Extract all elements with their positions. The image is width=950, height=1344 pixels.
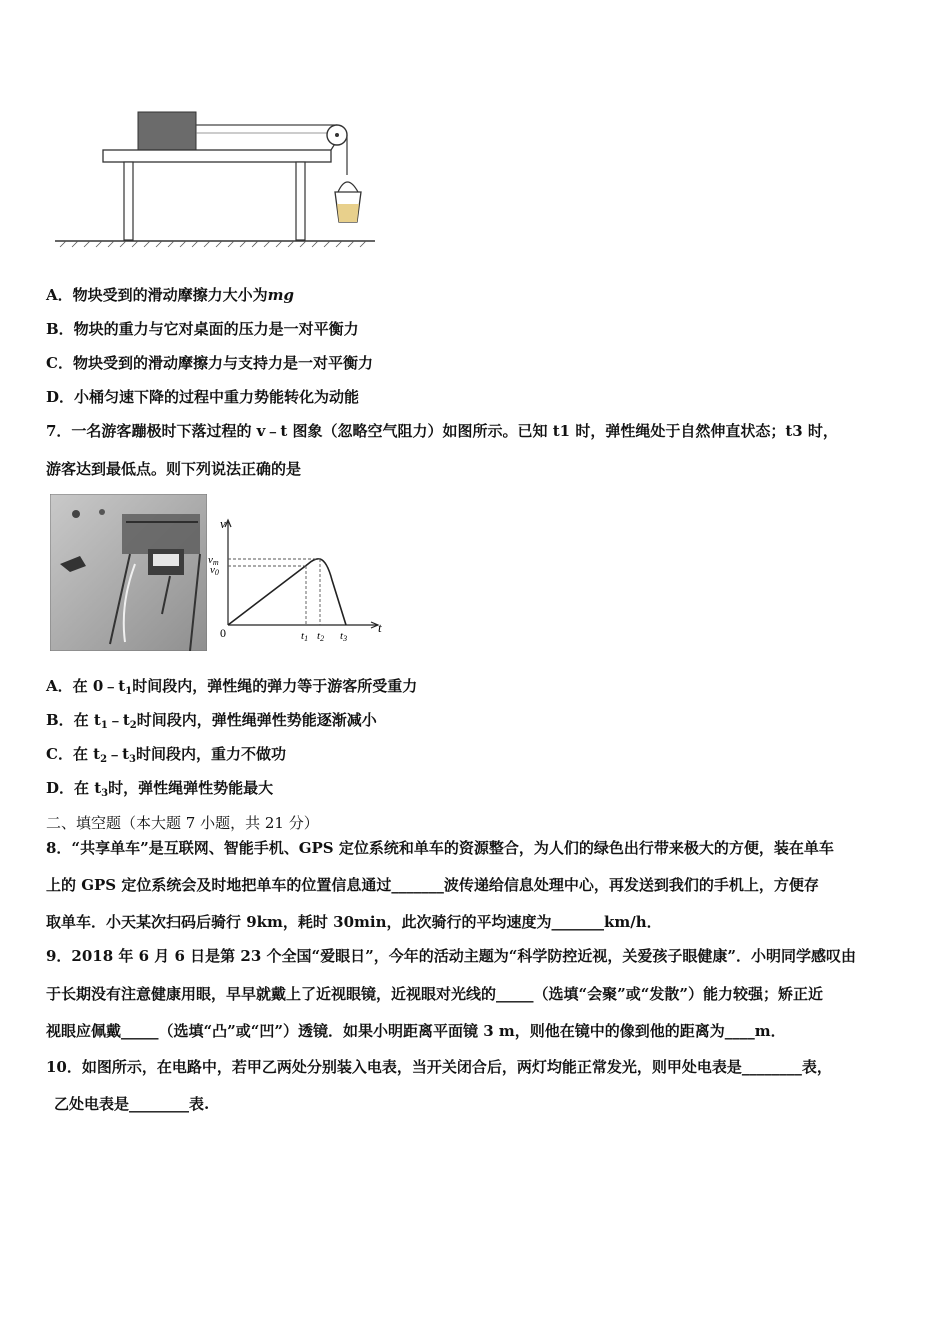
q9-line3: 视眼应佩戴_____（选填“凸”或“凹”）透镜．如果小明距离平面镜 3 m，则他在镜中的像到他的距离为____m． [46,1022,786,1040]
q6-option-c[interactable]: C．物块受到的滑动摩擦力与支持力是一对平衡力 [46,354,373,372]
v0-label: v0 [210,564,219,577]
section-heading: 二、填空题（本大题 7 小题，共 21 分） [46,814,319,832]
q6-option-b[interactable]: B．物块的重力与它对桌面的压力是一对平衡力 [46,320,359,338]
q10-line1: 10．如图所示，在电路中，若甲乙两处分别装入电表，当开关闭合后，两灯均能正常发光，则甲处电表是________表， [46,1058,832,1076]
q7-stem-line1: 7．一名游客蹦极时下落过程的 v﹣t 图象（忽略空气阻力）如图所示。已知 t1 时，弹性绳处于自然伸直状态；t3 时， [46,422,838,440]
q6-option-d[interactable]: D．小桶匀速下降的过程中重力势能转化为动能 [46,388,360,406]
q8-line2: 上的 GPS 定位系统会及时地把单车的位置信息通过_______波传递给信息处理中心，再发送到我们的手机上，方便存 [46,876,819,894]
table-top [103,150,331,162]
q7-stem-line2: 游客达到最低点。则下列说法正确的是 [46,460,302,478]
table-leg-left [124,162,133,240]
q10-line2: 乙处电表是________表. [54,1095,210,1113]
block [138,112,196,150]
q9-line1: 9．2018 年 6 月 6 日是第 23 个全国“爱眼日”，今年的活动主题为“科学防控近视，关爱孩子眼健康”．小明同学感叹由 [46,947,857,965]
q8-line3: 取单车．小天某次扫码后骑行 9km，耗时 30min，此次骑行的平均速度为_______km/h． [46,913,662,931]
y-axis-label: v [220,516,226,531]
origin-label: 0 [220,626,226,640]
q7-option-a[interactable]: A．在 $0﹣t_1$时间段内，弹性绳的弹力等于游客所受重力 [46,677,418,697]
q7-option-b[interactable]: B．在 $t_1﹣t_2$时间段内，弹性绳弹性势能逐渐减小 [46,711,377,731]
q8-line1: 8．“共享单车”是互联网、智能手机、GPS 定位系统和单车的资源整合，为人们的绿色出行带来极大的方便，装在单车 [46,839,834,857]
vm-label: vm [208,554,219,567]
q6-option-a[interactable]: A．物块受到的滑动摩擦力大小为mg [46,286,295,304]
q9-line2: 于长期没有注意健康用眼，早早就戴上了近视眼镜，近视眼对光线的_____（选填“会聚”或“发散”）能力较强；矫正近 [46,985,824,1003]
bungee-photo [50,494,207,651]
table-leg-right [296,162,305,240]
table-pulley-figure [50,100,390,250]
velocity-curve [228,559,346,625]
vt-graph [208,510,388,645]
q7-option-d[interactable]: D．在 $t_3$时，弹性绳弹性势能最大 [46,779,274,799]
x-axis-label: t [378,620,382,635]
q7-option-c[interactable]: C．在 $t_2﹣t_3$时间段内，重力不做功 [46,745,286,765]
t2-label: t2 [317,630,325,643]
t1-label: t1 [301,630,309,643]
t3-label: t3 [340,630,348,643]
